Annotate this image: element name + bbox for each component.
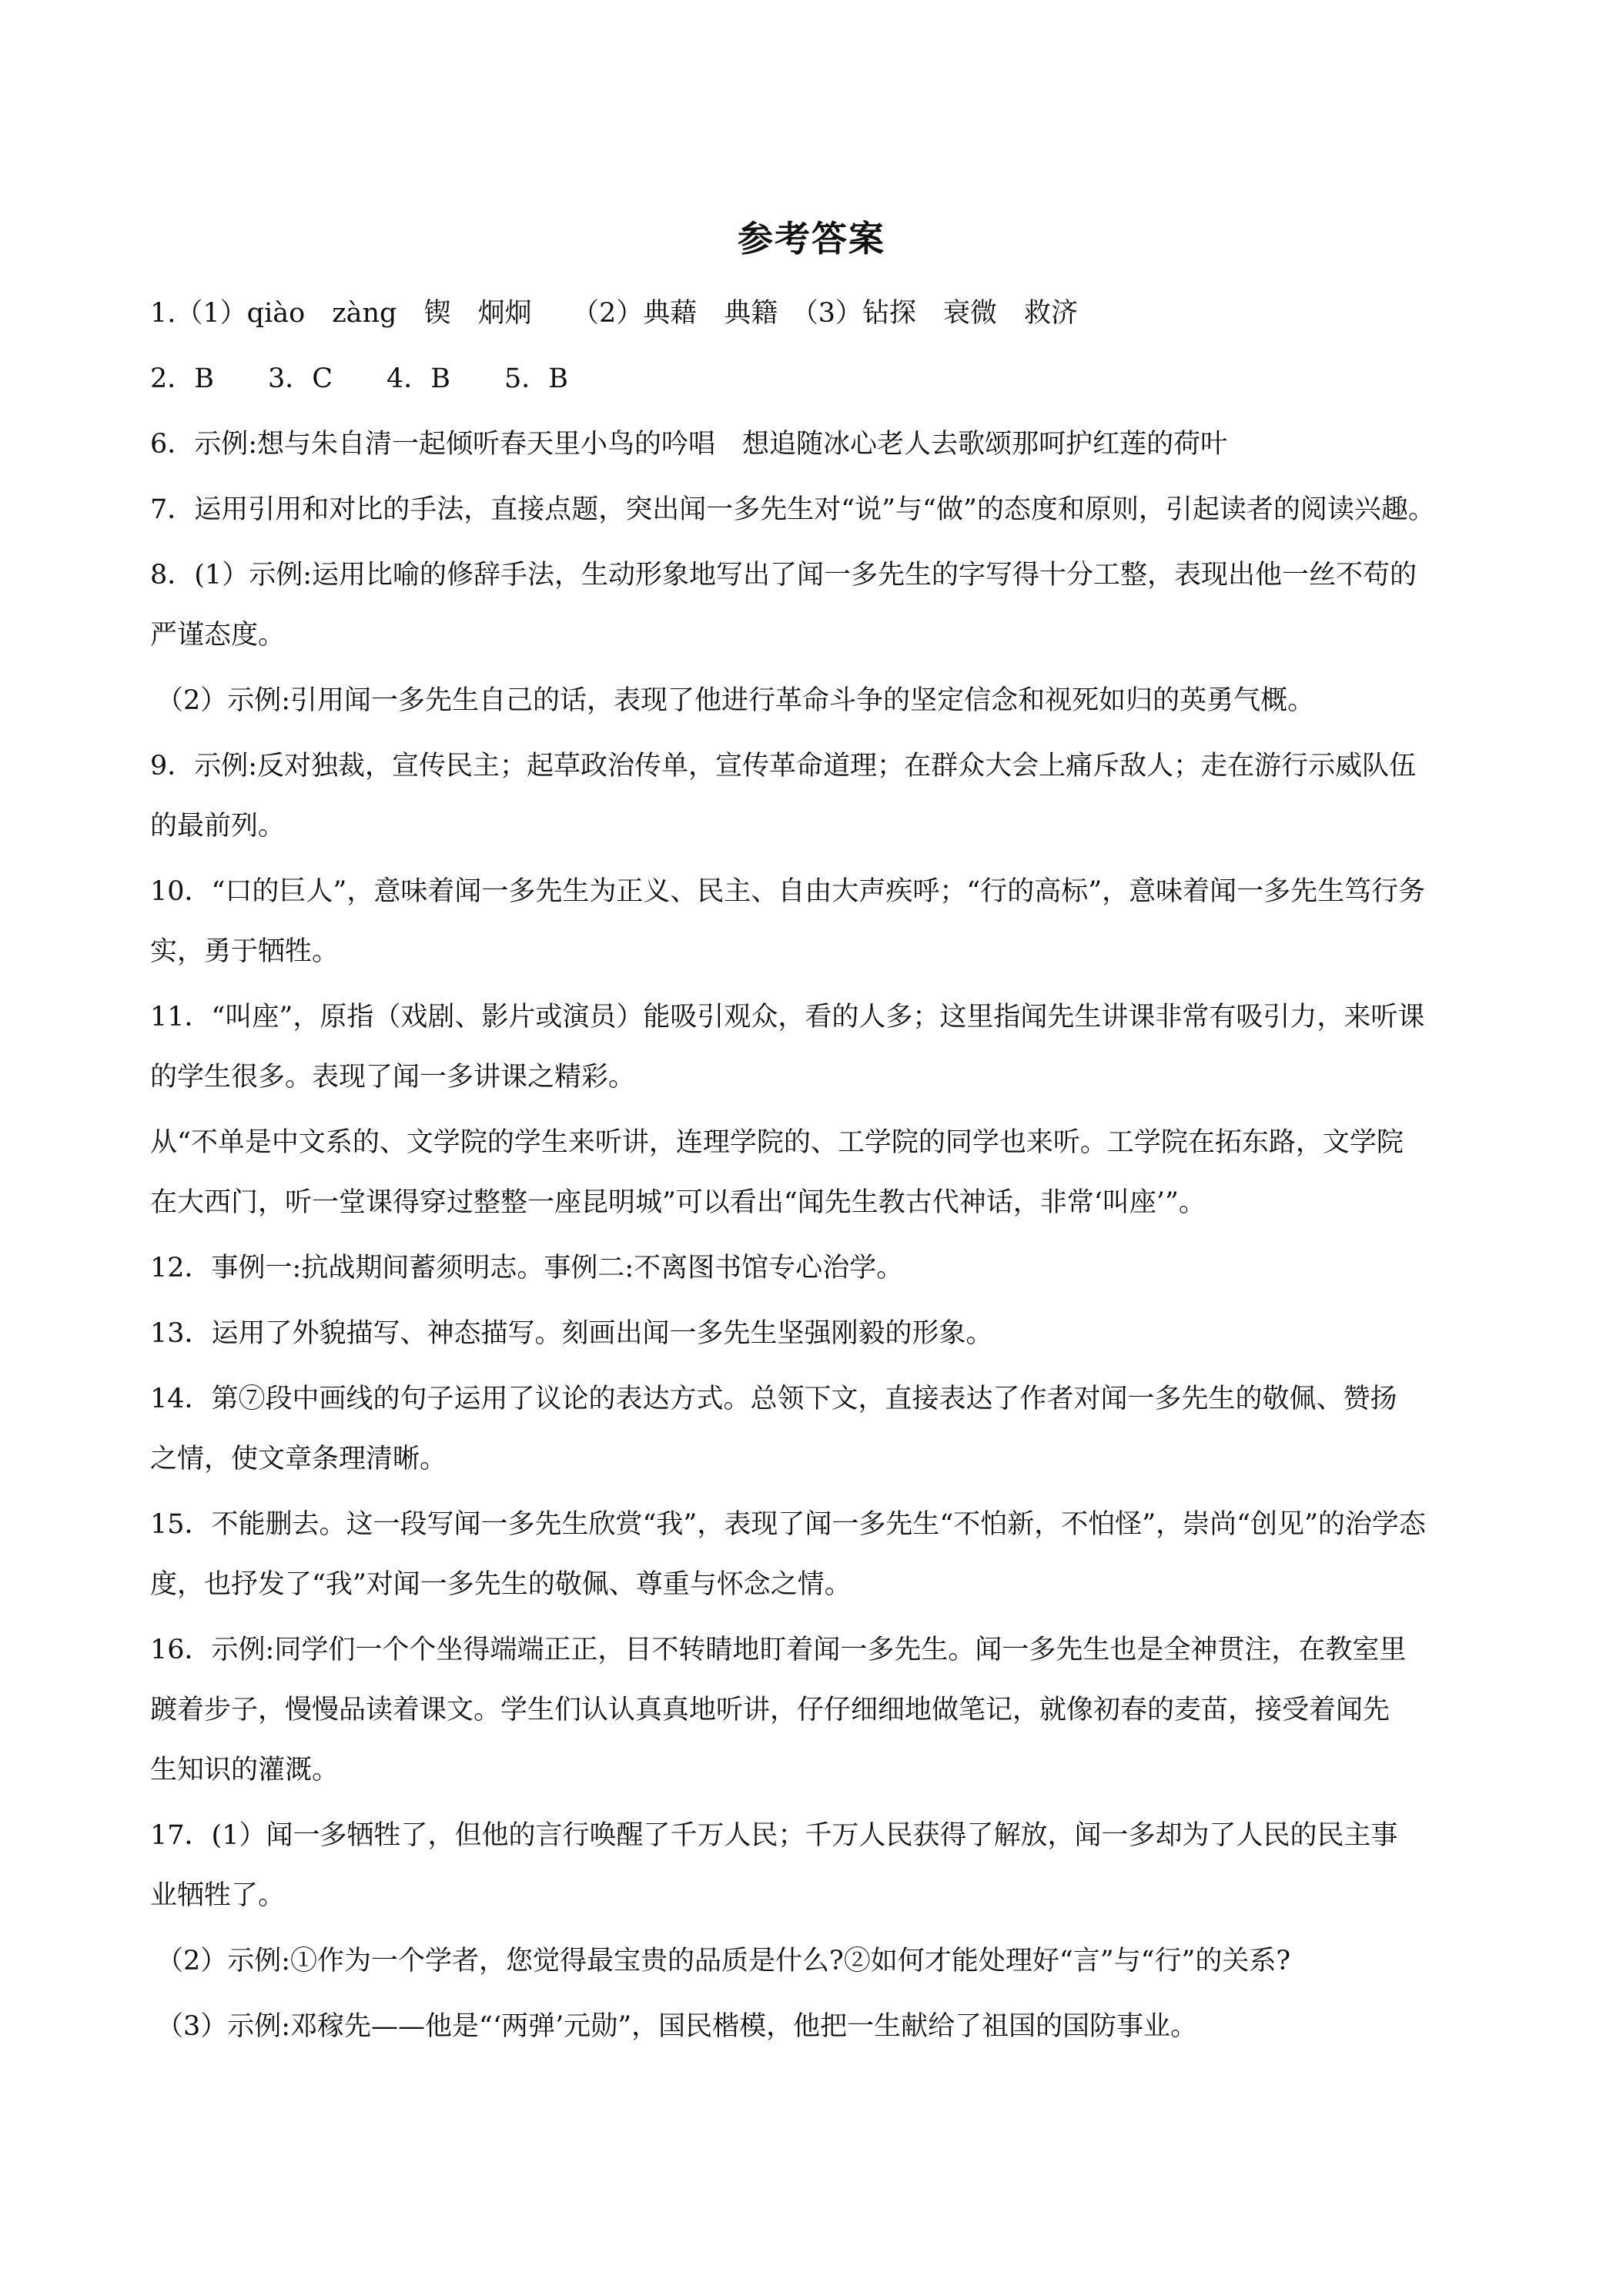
answer-8-1-line-1: 8．(1）示例:运用比喻的修辞手法，生动形象地写出了闻一多先生的字写得十分工整，表现出他一丝不苟的 (150, 560, 1417, 591)
answer-7-line-1: 7．运用引用和对比的手法，直接点题，突出闻一多先生对“说”与“做”的态度和原则，引起读者的阅读兴趣。 (150, 494, 1435, 525)
answer-17-1-line-1: 17．(1）闻一多牺牲了，但他的言行唤醒了千万人民；千万人民获得了解放，闻一多却为了人民的民主事 (150, 1820, 1398, 1851)
answer-9-line-2: 的最前列。 (150, 811, 286, 842)
answer-11-line-2: 的学生很多。表现了闻一多讲课之精彩。 (150, 1062, 636, 1093)
answer-15-line-2: 度，也抒发了“我”对闻一多先生的敬佩、尊重与怀念之情。 (150, 1569, 852, 1600)
answer-14-line-2: 之情，使文章条理清晰。 (150, 1444, 447, 1474)
answer-9-line-1: 9．示例:反对独裁，宣传民主；起草政治传单，宣传革命道理；在群众大会上痛斥敌人；走在游行示威队伍 (150, 751, 1417, 782)
answer-16-line-1: 16．示例:同学们一个个坐得端端正正，目不转睛地盯着闻一多先生。闻一多先生也是全神贯注，在教室里 (150, 1635, 1407, 1665)
answer-10-line-2: 实，勇于牺牲。 (150, 936, 340, 967)
answer-12-line-1: 12．事例一:抗战期间蓄须明志。事例二:不离图书馆专心治学。 (150, 1253, 904, 1284)
answer-6-line-1: 6．示例:想与朱自清一起倾听春天里小鸟的吟唱 想追随冰心老人去歌颂那呵护红莲的荷叶 (150, 429, 1228, 460)
answer-11-extra-line-2: 在大西门，听一堂课得穿过整整一座昆明城”可以看出“闻先生教古代神话，非常‘叫座’”。 (150, 1187, 1206, 1218)
answer-8-1-line-2: 严谨态度。 (150, 620, 286, 651)
answer-13-line-1: 13．运用了外貌描写、神态描写。刻画出闻一多先生坚强刚毅的形象。 (150, 1318, 993, 1349)
answer-15-line-1: 15．不能删去。这一段写闻一多先生欣赏“我”，表现了闻一多先生“不怕新，不怕怪”，崇尚“创见”的治学态 (150, 1509, 1426, 1540)
answer-1-line-1: 1.（1）qiào zàng 锲 炯炯 （2）典藉 典籍 （3）钻探 衰微 救济 (150, 298, 1078, 329)
answer-14-line-1: 14．第⑦段中画线的句子运用了议论的表达方式。总领下文，直接表达了作者对闻一多先生的敬佩、赞扬 (150, 1384, 1397, 1414)
answer-16-line-2: 踱着步子，慢慢品读着课文。学生们认认真真地听讲，仔仔细细地做笔记，就像初春的麦苗，接受着闻先 (150, 1695, 1390, 1725)
answer-11-line-1: 11．“叫座”，原指（戏剧、影片或演员）能吸引观众，看的人多；这里指闻先生讲课非常有吸引力，来听课 (150, 1002, 1425, 1033)
page-title: 参考答案 (738, 218, 885, 259)
answer-10-line-1: 10．“口的巨人”，意味着闻一多先生为正义、民主、自由大声疾呼；“行的高标”，意味着闻一多先生笃行务 (150, 876, 1426, 907)
answer-2-5-line-1: 2．B 3．C 4．B 5．B (150, 363, 569, 394)
answer-17-1-line-2: 业牺牲了。 (150, 1880, 286, 1911)
answer-17-3-line-1: （3）示例:邓稼先——他是“‘两弹’元勋”，国民楷模，他把一生献给了祖国的国防事业。 (156, 2011, 1198, 2042)
answer-16-line-3: 生知识的灌溉。 (150, 1755, 340, 1786)
answer-17-2-line-1: （2）示例:①作为一个学者，您觉得最宝贵的品质是什么?②如何才能处理好“言”与“行”的关系? (156, 1946, 1291, 1976)
answer-8-2-line-1: （2）示例:引用闻一多先生自己的话，表现了他进行革命斗争的坚定信念和视死如归的英勇气概。 (156, 685, 1315, 716)
answer-11-extra-line-1: 从“不单是中文系的、文学院的学生来听讲，连理学院的、工学院的同学也来听。工学院在拓东路，文学院 (150, 1127, 1404, 1158)
